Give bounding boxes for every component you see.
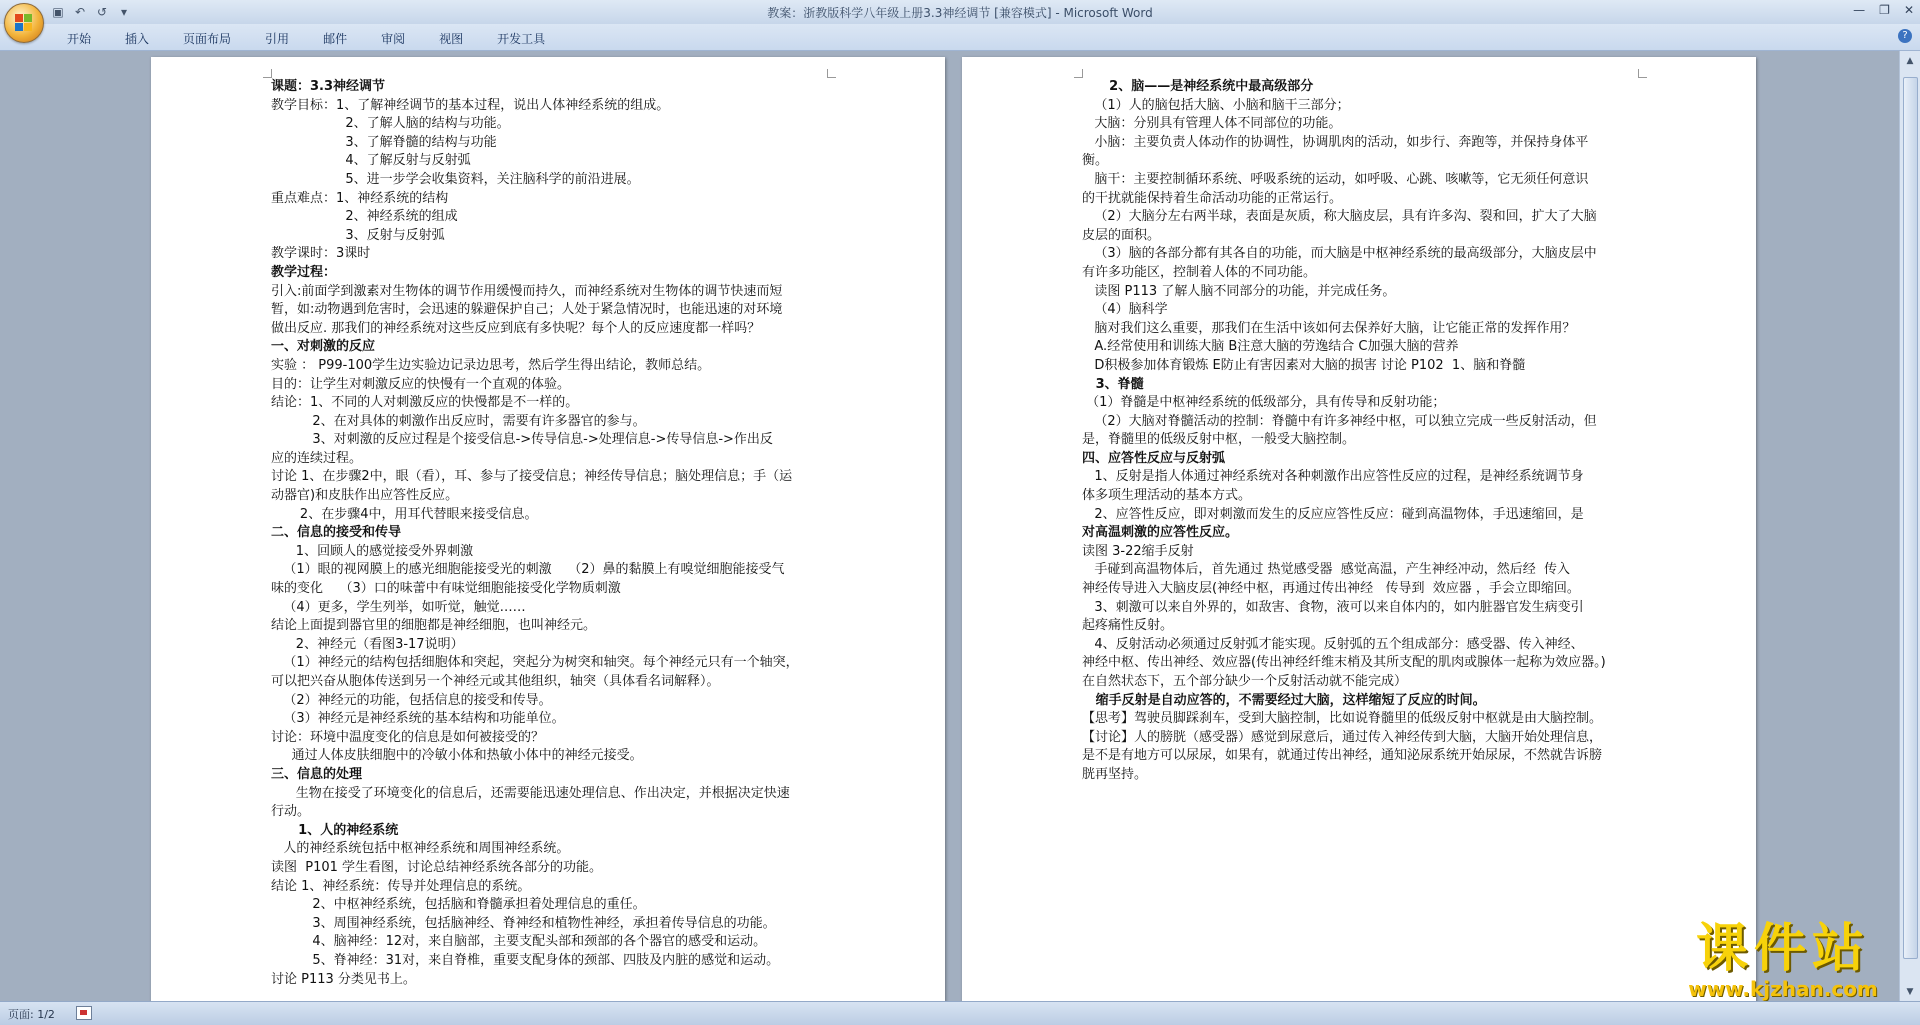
text-line: （1）人的脑包括大脑、小脑和脑干三部分；: [1082, 97, 1350, 113]
office-logo-icon: [15, 14, 33, 32]
text-line: 小脑：主要负责人体动作的协调性，协调肌肉的活动，如步行、奔跑等，并保持身体平: [1082, 134, 1589, 150]
text-line: 3、周围神经系统，包括脑神经、脊神经和植物性神经，承担着传导信息的功能。: [271, 915, 776, 931]
text-line: 在自然状态下，五个部分缺少一个反射活动就不能完成）: [1082, 674, 1408, 689]
text-line: 目的：让学生对刺激反应的快慢有一个直观的体验。: [271, 376, 571, 392]
window-title: 教案：浙教版科学八年级上册3.3神经调节 [兼容模式] - Microsoft Word: [767, 6, 1153, 20]
text-line: 是，脊髓里的低级反射中枢，一般受大脑控制。: [1082, 432, 1356, 448]
text-line: 读图 P113 了解人脑不同部分的功能，并完成任务。: [1082, 283, 1396, 299]
page-corner-mark: [1074, 69, 1083, 78]
undo-icon[interactable]: ↶: [74, 5, 86, 19]
text-line: 1、人的神经系统: [271, 822, 399, 838]
text-line: 引入:前面学到激素对生物体的调节作用缓慢而持久，而神经系统对生物体的调节快速而短: [271, 283, 783, 299]
text-line: 课题：3.3神经调节: [271, 79, 386, 94]
text-line: 四、应答性反应与反射弧: [1082, 450, 1226, 466]
vertical-scrollbar[interactable]: [1899, 51, 1920, 1002]
text-line: 一、对刺激的反应: [271, 339, 376, 355]
text-line: 暂，如:动物遇到危害时，会迅速的躲避保护自己；人处于紧急情况时，也能迅速的对环境: [271, 302, 783, 318]
text-line: （1）脊髓是中枢神经系统的低级部分，具有传导和反射功能；: [1082, 395, 1446, 411]
page-2-text: [1082, 78, 1638, 803]
text-line: 人的神经系统包括中枢神经系统和周围神经系统。: [271, 841, 570, 857]
text-line: （4）脑科学: [1082, 302, 1168, 318]
text-line: 5、进一步学会收集资料，关注脑科学的前沿进展。: [271, 171, 640, 187]
watermark-logo: [1664, 920, 1902, 1000]
text-line: 2、神经元（看图3-17说明）: [271, 636, 464, 652]
text-line: 2、神经系统的组成: [271, 209, 458, 225]
save-icon[interactable]: ▣: [52, 5, 64, 19]
minimize-icon[interactable]: —: [1853, 3, 1866, 17]
text-line: 3、脊髓: [1082, 376, 1144, 392]
text-line: 神经中枢、传出神经、效应器(传出神经纤维末梢及其所支配的肌肉或腺体一起称为效应器。): [1082, 655, 1606, 671]
text-line: （4）更多，学生列举，如听觉，触觉……: [271, 599, 526, 615]
text-line: 行动。: [271, 804, 311, 820]
text-line: 做出反应. 那我们的神经系统对这些反应到底有多快呢？每个人的反应速度都一样吗？: [271, 320, 761, 336]
scroll-up-icon[interactable]: ▲: [1906, 56, 1914, 66]
text-line: 教学课时：3课时: [271, 246, 371, 262]
text-line: 读图 P101 学生看图，讨论总结神经系统各部分的功能。: [271, 859, 603, 875]
text-line: 衡。: [1082, 153, 1109, 169]
tab-1[interactable]: 插入: [125, 32, 150, 46]
text-line: （3）神经元是神经系统的基本结构和功能单位。: [271, 711, 565, 727]
text-line: 结论：1、不同的人对刺激反应的快慢都是不一样的。: [271, 395, 579, 411]
tab-2[interactable]: 页面布局: [183, 32, 232, 46]
tab-7[interactable]: 开发工具: [497, 32, 546, 46]
scrollbar-thumb[interactable]: [1903, 77, 1918, 959]
ribbon: [0, 24, 1920, 51]
text-line: （3）脑的各部分都有其各自的功能，而大脑是中枢神经系统的最高级部分，大脑皮层中: [1082, 246, 1597, 262]
text-line: 5、脊神经：31对，来自脊椎，重要支配身体的颈部、四肢及内脏的感觉和运动。: [271, 952, 780, 968]
text-line: D积极参加体育锻炼 E防止有害因素对大脑的损害 讨论 P102 1、脑和脊髓: [1082, 357, 1526, 373]
text-line: 手碰到高温物体后，首先通过 热觉感受器 感觉高温，产生神经冲动，然后经 传入: [1082, 562, 1571, 578]
text-line: 2、了解人脑的结构与功能。: [271, 116, 510, 132]
text-line: 【思考】驾驶员脚踩刹车，受到大脑控制，比如说脊髓里的低级反射中枢就是由大脑控制。: [1082, 711, 1603, 727]
text-line: 重点难点：1、神经系统的结构: [271, 190, 449, 206]
text-line: 2、脑——是神经系统中最高级部分: [1082, 79, 1314, 94]
proofing-icon[interactable]: [76, 1006, 92, 1020]
document-page-2[interactable]: [962, 57, 1756, 1008]
text-line: （1）眼的视网膜上的感光细胞能接受光的刺激 （2）鼻的黏膜上有嗅觉细胞能接受气: [271, 562, 785, 578]
text-line: 体多项生理活动的基本方式。: [1082, 488, 1252, 504]
text-line: （2）大脑分左右两半球，表面是灰质，称大脑皮层，具有许多沟、裂和回，扩大了大脑: [1082, 209, 1597, 225]
text-line: 神经传导进入大脑皮层(神经中枢，再通过传出神经 传导到 效应器 ，手会立即缩回。: [1082, 581, 1580, 597]
text-line: 应的连续过程。: [271, 450, 363, 466]
text-line: 二、信息的接受和传导: [271, 525, 402, 541]
text-line: 2、在步骤4中，用耳代替眼来接受信息。: [271, 506, 538, 522]
text-line: 讨论：环境中温度变化的信息是如何被接受的？: [271, 729, 545, 745]
tab-0[interactable]: 开始: [67, 32, 92, 46]
tab-5[interactable]: 审阅: [381, 32, 406, 46]
text-line: 2、中枢神经系统，包括脑和脊髓承担着处理信息的重任。: [271, 897, 646, 913]
text-line: 对高温刺激的应答性反应。: [1082, 525, 1239, 541]
ribbon-tabs: [50, 30, 562, 47]
text-line: 味的变化 （3）口的味蕾中有味觉细胞能接受化学物质刺激: [271, 581, 621, 597]
document-page-1[interactable]: [151, 57, 945, 1008]
text-line: 1、反射是指人体通过神经系统对各种刺激作出应答性反应的过程，是神经系统调节身: [1082, 469, 1584, 485]
text-line: 脑对我们这么重要，那我们在生活中该如何去保养好大脑，让它能正常的发挥作用？: [1082, 320, 1576, 336]
page-corner-mark: [263, 69, 272, 78]
document-area: [0, 51, 1900, 1002]
page-corner-mark: [827, 69, 836, 78]
page-1-text: [271, 78, 827, 989]
tab-6[interactable]: 视图: [439, 32, 464, 46]
text-line: 【讨论】人的膀胱（感受器）感觉到尿意后，通过传入神经传到大脑，大脑开始处理信息，: [1082, 729, 1603, 745]
title-bar: [0, 0, 1920, 24]
text-line: 结论上面提到器官里的细胞都是神经细胞，也叫神经元。: [271, 618, 597, 634]
text-line: 3、反射与反射弧: [271, 227, 445, 243]
quick-access-toolbar: [50, 3, 132, 21]
text-line: [1082, 785, 1638, 804]
text-line: 教学过程：: [271, 264, 337, 280]
text-line: 的干扰就能保持着生命活动功能的正常运行。: [1082, 190, 1343, 206]
text-line: 脑干：主要控制循环系统、呼吸系统的运动，如呼吸、心跳、咳嗽等，它无须任何意识: [1082, 171, 1589, 187]
watermark-text: 课件站: [1695, 918, 1870, 979]
text-line: 3、刺激可以来自外界的，如敌害、食物，液可以来自体内的，如内脏器官发生病变引: [1082, 599, 1584, 615]
page-indicator[interactable]: 页面: 1/2: [8, 1008, 55, 1021]
text-line: 实验 ： P99-100学生边实验边记录边思考，然后学生得出结论，教师总结。: [271, 357, 711, 373]
close-icon[interactable]: ✕: [1903, 3, 1914, 17]
tab-4[interactable]: 邮件: [323, 32, 348, 46]
tab-3[interactable]: 引用: [265, 32, 290, 46]
page-corner-mark: [1638, 69, 1647, 78]
text-line: 读图 3-22缩手反射: [1082, 543, 1194, 559]
redo-icon[interactable]: ↺: [96, 5, 108, 19]
text-line: 皮层的面积。: [1082, 227, 1161, 243]
window-controls: [1853, 3, 1914, 17]
text-line: 生物在接受了环境变化的信息后，还需要能迅速处理信息、作出决定，并根据决定快速: [271, 785, 790, 801]
text-line: （2）大脑对脊髓活动的控制：脊髓中有许多神经中枢，可以独立完成一些反射活动，但: [1082, 413, 1597, 429]
text-line: 讨论 P113 分类见书上。: [271, 971, 416, 987]
text-line: 1、回顾人的感觉接受外界刺激: [271, 543, 474, 559]
text-line: 4、反射活动必须通过反射弧才能实现。反射弧的五个组成部分：感受器、传入神经、: [1082, 636, 1584, 652]
help-icon[interactable]: ?: [1898, 29, 1912, 43]
text-line: 可以把兴奋从胞体传送到另一个神经元或其他组织，轴突（具体看名词解释）。: [271, 674, 720, 689]
text-line: 2、应答性反应，即对刺激而发生的反应应答性反应：碰到高温物体，手迅速缩回，是: [1082, 506, 1584, 522]
text-line: 4、了解反射与反射弧: [271, 153, 471, 169]
text-line: （1）神经元的结构包括细胞体和突起，突起分为树突和轴突。每个神经元只有一个轴突，: [271, 655, 799, 671]
text-line: 起疼痛性反射。: [1082, 618, 1174, 634]
text-line: 通过人体皮肤细胞中的冷敏小体和热敏小体中的神经元接受。: [271, 748, 643, 764]
text-line: 有许多功能区，控制着人体的不同功能。: [1082, 264, 1317, 280]
text-line: （2）神经元的功能，包括信息的接受和传导。: [271, 692, 552, 708]
text-line: 动器官)和皮肤作出应答性反应。: [271, 488, 459, 504]
text-line: 结论 1、神经系统：传导并处理信息的系统。: [271, 878, 531, 894]
text-line: 三、信息的处理: [271, 766, 363, 782]
text-line: 3、对刺激的反应过程是个接受信息->传导信息->处理信息->传导信息->作出反: [271, 432, 773, 448]
text-line: 是不是有地方可以尿尿，如果有，就通过传出神经，通知泌尿系统开始尿尿，不然就告诉膀: [1082, 748, 1603, 764]
text-line: A.经常使用和训练大脑 B注意大脑的劳逸结合 C加强大脑的营养: [1082, 339, 1459, 355]
office-button[interactable]: [4, 3, 44, 43]
restore-icon[interactable]: ❐: [1879, 3, 1890, 17]
text-line: 教学目标：1、了解神经调节的基本过程，说出人体神经系统的组成。: [271, 97, 670, 113]
text-line: 缩手反射是自动应答的，不需要经过大脑，这样缩短了反应的时间。: [1082, 692, 1486, 708]
scroll-down-icon[interactable]: ▼: [1906, 987, 1914, 997]
text-line: 4、脑神经：12对，来自脑部，主要支配头部和颈部的各个器官的感受和运动。: [271, 934, 767, 950]
text-line: 讨论 1、在步骤2中，眼（看），耳、参与了接受信息；神经传导信息；脑处理信息；手（运: [271, 469, 793, 485]
text-line: 大脑：分别具有管理人体不同部位的功能。: [1082, 116, 1342, 132]
text-line: 2、在对具体的刺激作出反应时，需要有许多器官的参与。: [271, 413, 646, 429]
watermark-url: www.kjzhan.com: [1688, 977, 1878, 1001]
text-line: 胱再坚持。: [1082, 766, 1148, 782]
status-bar: [0, 1001, 1920, 1025]
customize-toolbar-icon[interactable]: ▾: [120, 5, 128, 19]
text-line: 3、了解脊髓的结构与功能: [271, 134, 497, 150]
